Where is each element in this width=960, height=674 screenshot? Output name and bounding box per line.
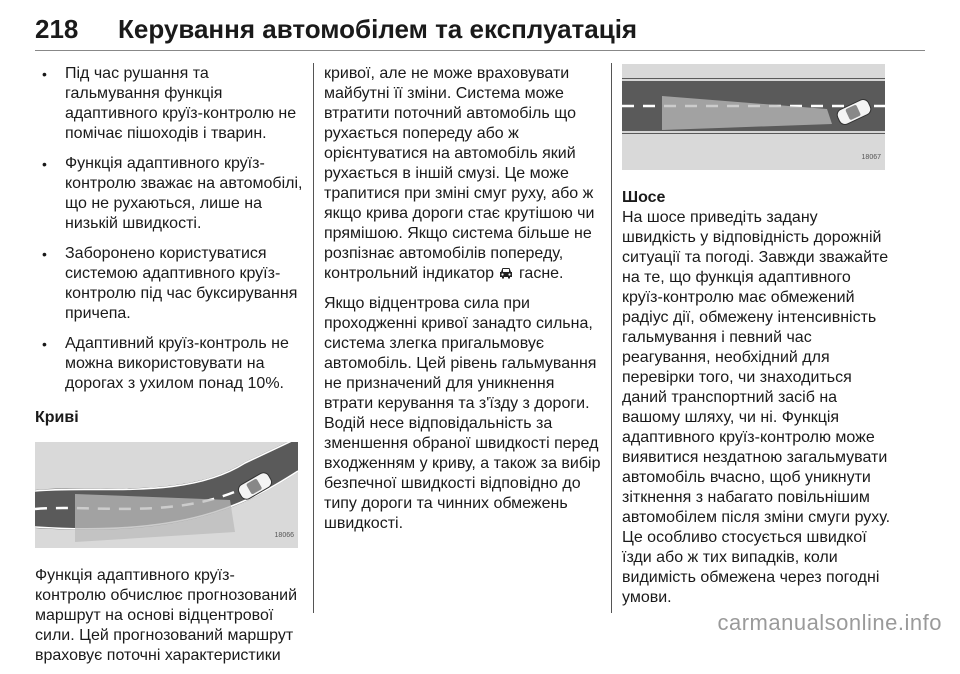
paragraph: Функція адаптивного круїз-контролю обчислює прогнозований маршрут на основі відцентрової сили. Цей прогнозований маршрут враховує поточні характеристики [35,567,298,664]
column-divider-2 [611,63,612,613]
column-right [622,64,892,616]
bullet-icon: • [42,336,47,352]
bullet-icon: • [42,246,47,262]
page-number: 218 [35,14,79,44]
car-ahead-indicator-icon [498,266,514,286]
list-item: • Під час рушання та гальмування функція адаптивного круїз-контролю не помічає пішоходів і тварин. [42,65,297,142]
bullet-icon: • [42,66,47,82]
paragraph: Якщо відцентрова сила при проходженні кривої занадто сильна, система злегка пригальмовує автомобіль. Цей рівень гальмування не призначений для уникнення втрати керування та з'їзду з дороги. Водій несе відповідальність за зменшення обраної швидкості перед входженням у криву, а також за вибір безпечної швидкості відповідно до типу дороги та чинних обмежень швидкості. [324,295,601,532]
header-rule [35,50,925,51]
list-item: • Заборонено користуватися системою адаптивного круїз-контролю під час буксирування причепа. [42,245,298,322]
column-divider-1 [313,63,314,613]
page-title: Керування автомобілем та експлуатація [118,14,638,44]
column-middle [324,64,604,542]
list-item: • Адаптивний круїз-контроль не можна використовувати на дорогах з ухилом понад 10%. [42,335,289,392]
section-heading-highway: Шосе [622,189,666,206]
figure-id: 18067 [861,154,881,161]
watermark: carmanualsonline.info [717,610,942,635]
bullet-icon: • [42,156,47,172]
list-item: • Функція адаптивного круїз-контролю зважає на автомобілі, що не рухаються, лише на низькій швидкості. [42,155,303,232]
column-left [35,64,305,674]
page-header [35,14,925,54]
figure-id: 18066 [274,532,294,539]
bullet-list [35,64,305,394]
section-heading-curves: Криві [35,409,79,426]
curve-illustration [35,442,298,548]
paragraph: кривої, але не може враховувати майбутні її зміни. Система може втратити поточний автомобіль що рухається попереду або ж орієнтуватися на автомобіль який рухається в іншій смузі. Це може трапитися при зміні смуг руху, або ж якщо крива дороги стає крутішою чи прямішою. Якщо система більше не розпізнає автомобілів попереду, контрольний індикатор гасне. [324,64,604,286]
highway-illustration [622,64,885,170]
paragraph: На шосе приведіть задану швидкість у відповідність дорожній ситуації та погоді. Завжди зважайте на те, що функція адаптивного круїз-контролю має обмежений радіус дії, обмежену інтенсивність гальмування і певний час реагування, необхідний для перевірки того, чи знаходиться даний транспортний засіб на вашому шляху, чи ні. Функція адаптивного круїз-контролю може виявитися нездатною загальмувати автомобіль вчасно, щоб уникнути зіткнення з набагато повільнішим автомобілем після зміни смуги руху. Це особливо стосується швидкої їзди або ж тих випадків, коли видимість обмежена через погодні умови. [622,209,891,606]
